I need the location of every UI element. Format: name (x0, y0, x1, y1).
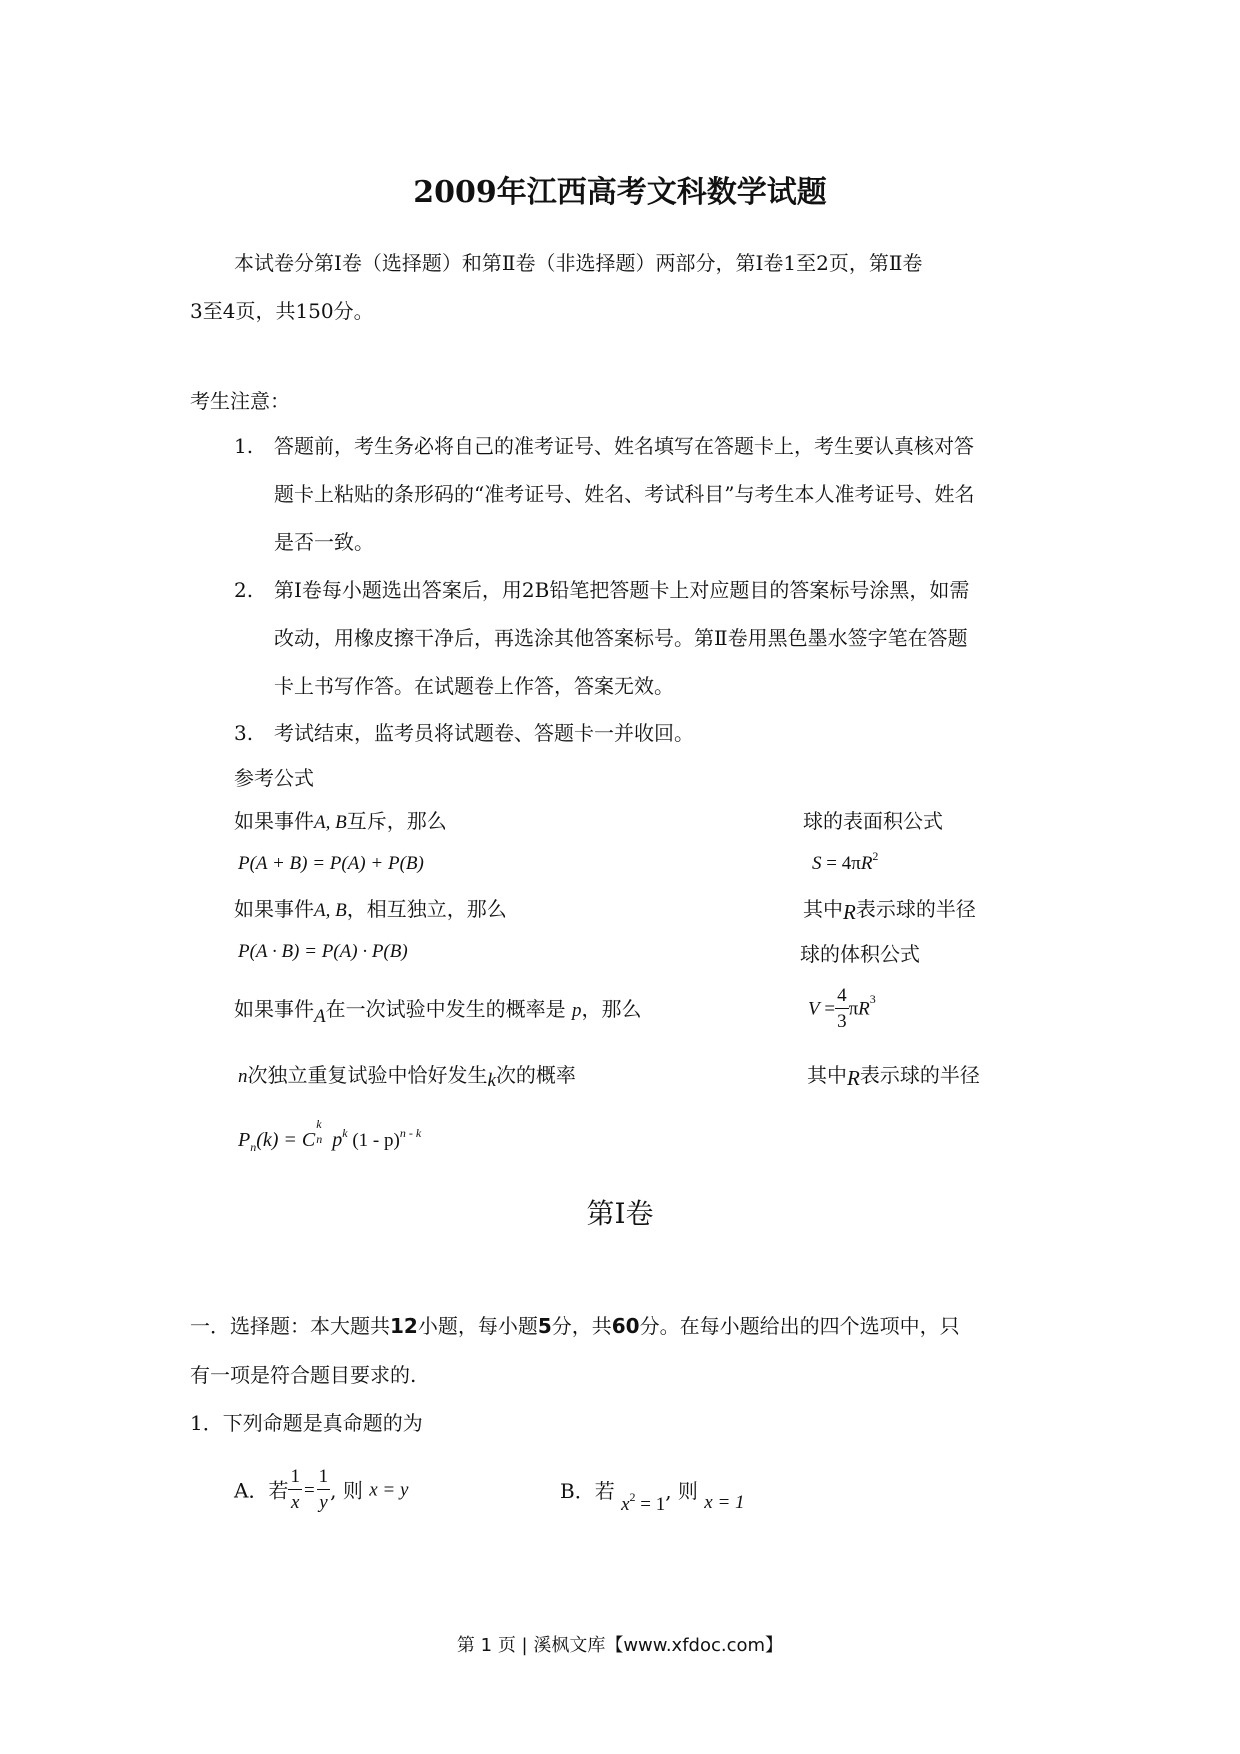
where1-post: 表示球的半径 (855, 897, 976, 921)
volume-heading: 第Ⅰ卷 (586, 1197, 654, 1230)
page-footer: 第 1 页 | 溪枫文库【www.xfdoc.com】 (456, 1635, 784, 1656)
optB-then: , 则 (665, 1479, 698, 1503)
optB-label: B．若 (560, 1479, 615, 1503)
formula-surface-area (812, 849, 879, 875)
notice-item-1-line-1: 答题前，考生务必将自己的准考证号、姓名填写在答题卡上，考生要认真核对答 (274, 434, 974, 458)
volume-title: 球的体积公式 (800, 942, 920, 966)
question1-stem: 1．下列命题是真命题的为 (190, 1411, 423, 1435)
indep-vars: A, B (314, 900, 347, 921)
optB-base: x (621, 1494, 630, 1515)
volume-eq: = (819, 998, 836, 1020)
notice-item-2-num: 2. (234, 578, 254, 602)
section1-line-1 (190, 1313, 960, 1339)
prob-var: A (314, 1006, 326, 1027)
optA-num2: 1 (317, 1465, 331, 1490)
bern-k-sup2: k (342, 1126, 348, 1140)
optA-label: A．若 (234, 1478, 289, 1503)
formula-probability-text (234, 996, 642, 1027)
section1-part-d: 分。在每小题给出的四个选项中，只 (639, 1314, 960, 1338)
notice-item-2-line-3: 卡上书写作答。在试题卷上作答，答案无效。 (274, 674, 674, 698)
optA-den2: y (319, 1492, 328, 1513)
volume-den: 3 (837, 1011, 847, 1032)
bern-P: P (238, 1129, 251, 1151)
prob-p: p (571, 1000, 582, 1021)
volume-lhs: V (808, 998, 820, 1020)
notice-item-2-line-2: 改动，用橡皮擦干净后，再选涂其他答案标号。第Ⅱ卷用黑色墨水签字笔在答题 (274, 626, 968, 650)
volume-R: R (858, 998, 870, 1020)
section1-part-b: 小题，每小题 (417, 1314, 538, 1338)
notice-item-1-num: 1. (234, 434, 254, 458)
surface-eq: = 4π (821, 853, 861, 874)
optB-exp: 2 (629, 1490, 636, 1504)
notice-item-2-line-1: 第Ⅰ卷每小题选出答案后，用2B铅笔把答题卡上对应题目的答案标号涂黑，如需 (274, 578, 970, 602)
notice-heading: 考生注意： (190, 389, 290, 413)
bern-k-sup: k (316, 1117, 322, 1131)
surface-lhs: S (812, 853, 822, 874)
formulas-heading: 参考公式 (234, 766, 314, 790)
notice-item-1-line-3: 是否一致。 (274, 530, 374, 554)
bern-C-scripts (315, 1117, 327, 1146)
formula-sum: P(A + B) = P(A) + P(B) (238, 853, 424, 874)
formula-bernoulli-text (238, 1062, 576, 1090)
optA-eq: = (303, 1479, 315, 1501)
exclusive-post: 互斥，那么 (346, 809, 447, 833)
notice-item-3-line-1: 考试结束，监考员将试题卷、答题卡一并收回。 (274, 721, 694, 745)
surface-area-title: 球的表面积公式 (803, 809, 943, 833)
where1-R: R (843, 900, 856, 924)
where2-post: 表示球的半径 (859, 1063, 980, 1087)
surface-R: R (860, 853, 873, 874)
volume-num: 4 (835, 984, 849, 1009)
bern-p: p (327, 1129, 343, 1151)
intro-line-1: 本试卷分第Ⅰ卷（选择题）和第Ⅱ卷（非选择题）两部分，第Ⅰ卷1至2页，第Ⅱ卷 (234, 251, 923, 275)
radius-note-1 (803, 896, 976, 922)
bern-args: (k) = C (256, 1129, 316, 1151)
prob-mid: 在一次试验中发生的概率是 (325, 997, 566, 1021)
optB-conclusion: x = 1 (704, 1492, 745, 1513)
bern-post: 次的概率 (495, 1063, 576, 1087)
formula-bernoulli (238, 1117, 422, 1154)
optA-conclusion: x = y (369, 1479, 409, 1501)
section1-part-c: 分，共 (551, 1314, 612, 1338)
bern-n-sub: n (250, 1140, 257, 1154)
optA-frac1 (288, 1465, 302, 1516)
notice-item-3-num: 3. (234, 721, 254, 745)
surface-exp: 2 (872, 849, 879, 863)
bern-n: n (238, 1066, 248, 1087)
where2-pre: 其中 (807, 1063, 847, 1087)
formula-product: P(A · B) = P(A) · P(B) (238, 941, 408, 962)
section1-line-2: 有一项是符合题目要求的. (190, 1363, 417, 1387)
exclusive-vars: A, B (314, 812, 347, 833)
optA-num1: 1 (288, 1465, 302, 1490)
where2-R: R (847, 1066, 860, 1090)
formula-volume (808, 984, 876, 1035)
radius-note-2 (807, 1062, 980, 1088)
prob-post: ，那么 (581, 997, 642, 1021)
bern-n-sub2: n (316, 1132, 323, 1146)
section1-part-a: 一．选择题：本大题共 (190, 1314, 390, 1338)
bern-k: k (487, 1070, 496, 1091)
question1-option-a (234, 1465, 408, 1516)
indep-pre: 如果事件 (234, 897, 314, 921)
section1-each: 5 (537, 1314, 552, 1338)
bern-paren: (1 - p) (347, 1130, 400, 1151)
notice-item-1-line-2: 题卡上粘贴的条形码的“准考证号、姓名、考试科目”与考生本人准考证号、姓名 (274, 482, 975, 506)
bern-exp: n - k (399, 1126, 422, 1140)
section1-count: 12 (390, 1314, 418, 1338)
volume-exp: 3 (869, 992, 876, 1006)
optB-rhs: = 1 (635, 1494, 666, 1515)
optA-then: , 则 (330, 1478, 363, 1503)
page-title: 2009年江西高考文科数学试题 (413, 175, 827, 210)
formula-exclusive-text (234, 808, 447, 836)
bern-mid: 次独立重复试验中恰好发生 (247, 1063, 488, 1087)
question1-option-b (560, 1478, 745, 1515)
volume-pi: π (848, 998, 859, 1020)
section1-total: 60 (611, 1314, 640, 1338)
optB-premise (621, 1491, 665, 1515)
indep-post: ，相互独立，那么 (346, 897, 507, 921)
where1-pre: 其中 (803, 897, 843, 921)
prob-pre: 如果事件 (234, 997, 314, 1021)
intro-line-2: 3至4页，共150分。 (190, 299, 374, 323)
formula-independent-text (234, 896, 507, 924)
optA-den1: x (290, 1492, 300, 1513)
volume-fraction (835, 984, 849, 1035)
optA-frac2 (317, 1465, 331, 1516)
exclusive-pre: 如果事件 (234, 809, 314, 833)
